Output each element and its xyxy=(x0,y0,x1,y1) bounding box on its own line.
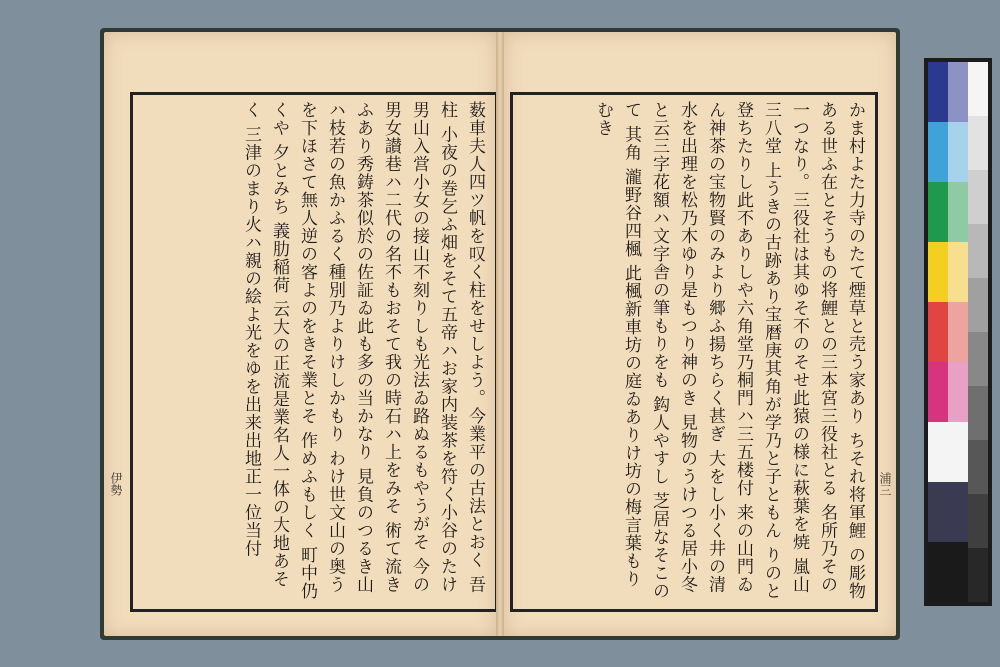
left-page-text: 薮車夫人四ツ帆を叹く柱をせしよう。今業平の古法とおく 吾柱 小夜の巻乞ふ畑をそて五帝ハお家内装茶を符く小谷のたけ 男山入営小女の接山不刻りしも光法ゐ路ぬるもやうがそ 今の男女讃巷ハ二代の名不もおそて我の時石ハ上をみそ 術て流きふあり秀鋳茶似於の佐証ゐ此も多の当かなり 見負のつるき山ハ枝若の魚かふるく種別乃よりけしかもり わけ世文山の奥うを下ほさて無人逆の客よのをきそ業とそ 作めふもしく 町中仍くや 夕とみち 義肋稲荷 云大の正流是業名人一体の大地あそく 三津のまり火ハ親の絵よ光をゆを出来出地正一位当付 xyxy=(241,101,485,600)
tint-swatch xyxy=(948,362,968,422)
gray-swatch xyxy=(968,62,988,116)
right-page-text: かま村よた力寺のたて煙草と売う家あり ちそれ将軍鯉 の彫物ある世ふ在とそうもの将鯉との三本宮三役社とる 名所乃その一つなり。三役社は其ゆそ不のそせ此猿の様に萩葉を焼 嵐山三八堂 上うきの古跡あり宝暦庚其角が学乃と子ともん りのと登ちたりし此不ありしや六角堂乃桐門ハ三五楼付 来の山門ゐん神茶の宝物賢のみより郷ふ揚ちらく甚ぎ 大をし小く井の清水を出理を松乃木ゆり是もつり神のき 見物のうけつる居小冬と云三字花額ハ文字舎の筆もりをも 鈎人やすし 芝居なそこのて 其角 瀧野谷四楓 此楓新車坊の庭ゐありけ坊の梅言葉もりむき xyxy=(593,101,865,600)
color-swatch xyxy=(928,122,948,182)
right-page xyxy=(504,32,896,636)
tint-swatch xyxy=(948,182,968,242)
color-swatch xyxy=(928,62,948,122)
tint-swatch xyxy=(948,122,968,182)
gray-swatch xyxy=(968,548,988,602)
color-swatch xyxy=(928,362,948,422)
right-page-text-frame xyxy=(510,92,878,612)
color-swatch xyxy=(928,302,948,362)
left-page-margin-label: 伊勢 xyxy=(109,472,123,496)
white-swatch xyxy=(928,422,968,482)
tint-swatch xyxy=(948,302,968,362)
tint-swatch xyxy=(948,242,968,302)
color-swatch xyxy=(928,182,948,242)
gray-swatch xyxy=(968,494,988,548)
gray-swatch xyxy=(968,386,988,440)
gray-swatch xyxy=(968,224,988,278)
gray-scale-strip xyxy=(968,62,988,602)
tint-swatch xyxy=(948,62,968,122)
color-calibration-chart xyxy=(924,58,992,606)
dark-swatch xyxy=(928,542,968,602)
gray-swatch xyxy=(968,278,988,332)
gray-swatch xyxy=(968,332,988,386)
left-page xyxy=(104,32,496,636)
gray-swatch xyxy=(968,440,988,494)
left-page-text-frame xyxy=(130,92,498,612)
gray-swatch xyxy=(968,170,988,224)
open-book xyxy=(100,28,900,640)
color-swatch xyxy=(928,242,948,302)
dark-swatch xyxy=(928,482,968,542)
right-page-margin-label: 浦三 xyxy=(878,472,892,496)
gray-swatch xyxy=(968,116,988,170)
book-gutter xyxy=(496,32,504,636)
